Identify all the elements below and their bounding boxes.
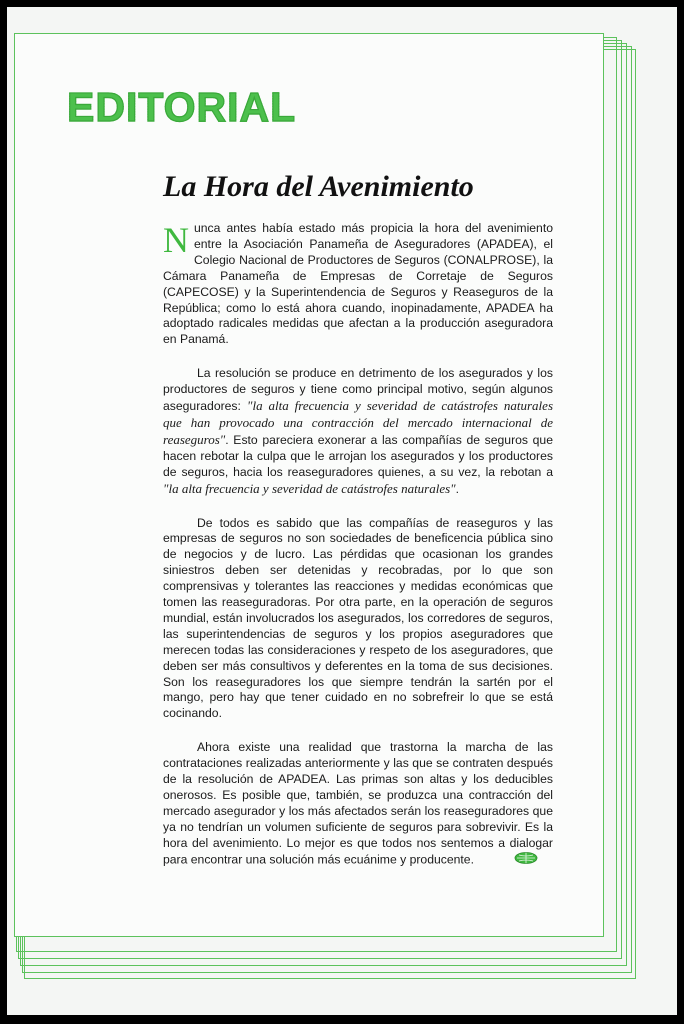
paragraph-2: [163, 366, 553, 497]
paragraph-2-quote-2: "la alta frecuencia y severidad de catástrofes naturales": [163, 480, 456, 496]
paragraph-2-text-b: . Esto pareciera exonerar a las compañías de seguros que hacen rebotar la culpa que le arrojan los asegurados y los productores de seguros, hacia los reaseguradores quienes, a su vez, la rebotan a: [163, 432, 553, 479]
paragraph-2-quote-1: "la alta frecuencia y severidad de catástrofes naturales que han provocado una contracción del mercado internacional de reaseguros": [163, 398, 553, 447]
magazine-page: [7, 7, 677, 1015]
paragraph-4: [163, 740, 553, 868]
drop-cap: N: [163, 220, 189, 260]
paragraph-1: [163, 221, 553, 348]
paragraph-2-text-c: .: [455, 481, 460, 496]
paragraph-1-text: unca antes había estado más propicia la hora del avenimiento entre la Asociación Panameña de Aseguradores (APADEA), el Colegio Nacional de Productores de Seguros (CONALPROSE), la Cámara Panameña de Empresas de Corretaje de Seguros (CAPECOSE) y la Superintendencia de Seguros y Reaseguros de la República; como lo está ahora cuando, inopinadamente, APADEA ha adoptado radicales medidas que afectan a la producción aseguradora en Panamá.: [163, 221, 553, 347]
paragraph-2-text-a: La resolución se produce en detrimento de los asegurados y los productores de seguros y tiene como principal motivo, según algunos aseguradores:: [163, 366, 553, 414]
paragraph-4-text: Ahora existe una realidad que trastorna la marcha de las contrataciones realizadas anteriormente y las que se contraten después de la resolución de APADEA. Las primas son altas y los deducibles onerosos. Es posible que, también, se produzca una contracción del mercado asegurador y los más afectados serán los reaseguradores que ya no tendrían un volumen suficiente de seguros para sobrevivir. Es la hora del avenimiento. Lo mejor es que todos nos sentemos a dialogar para encontrar una solución más ecuánime y producente.: [163, 740, 553, 867]
paragraph-3: De todos es sabido que las compañías de reaseguros y las empresas de seguros no son sociedades de beneficencia pública sino de negocios y de lucro. Las pérdidas que ocasionan los grandes siniestros deben ser detenidas y recobradas, por lo que son comprensivas y tolerantes las reacciones y medidas económicas que tomen las reaseguradoras. Por otra parte, en la operación de seguros mundial, están involucrados los asegurados, los corredores de seguros, las superintendencias de seguros y los propios aseguradores que merecen todas las consideraciones y respeto de los aseguradores, que deben ser más consultivos y deferentes en la toma de sus decisiones. Son los reaseguradores los que siempre tendrán la sartén por el mango, pero hay que tener cuidado en no sobrefreir lo que se está cocinando.: [163, 515, 553, 721]
globe-logo-icon: [480, 852, 538, 869]
article-body: [163, 221, 553, 887]
section-label: EDITORIAL: [67, 84, 297, 130]
page-title: La Hora del Avenimiento: [163, 170, 474, 203]
